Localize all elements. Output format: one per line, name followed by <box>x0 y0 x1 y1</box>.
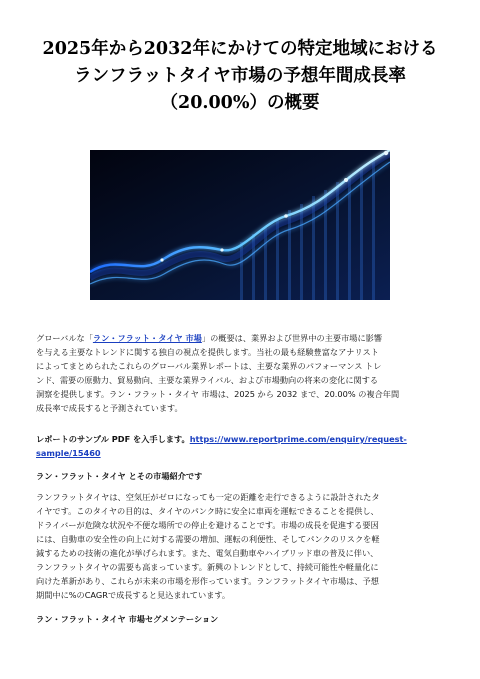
sample-line-1 <box>36 432 446 446</box>
intro-line-1: グローバルな「ラン・フラット・タイヤ 市場」の概要は、業界および世界中の主要市場に影響 <box>36 333 383 343</box>
intro-line-5: 洞察を提供します。ラン・フラット・タイヤ 市場は、2025 から 2032 まで、20.00% の複合年間 <box>36 389 400 399</box>
intro-line-4: ンド、需要の原動力、貿易動向、主要な業界ライバル、および市場動向の将来の変化に関する <box>36 375 379 385</box>
intro-line-3: によってまとめられたこれらのグローバル業界レポートは、主要な業界のパフォーマンス トレ <box>36 361 382 371</box>
market-link[interactable]: ラン・フラット・タイヤ 市場 <box>92 333 202 343</box>
title-line-1: 2025年から2032年にかけての特定地域における <box>42 39 438 59</box>
intro-paragraph <box>36 331 446 415</box>
body-line-1: ランフラットタイヤは、空気圧がゼロになっても一定の距離を走行できるように設計されたタ <box>36 492 380 502</box>
intro-line-6: 成長率で成長すると予測されています。 <box>36 403 183 413</box>
body-line-4: には、自動車の安全性の向上に対する需要の増加、運転の利便性、そしてパンクのリスクを軽 <box>36 534 380 544</box>
sample-label: レポートのサンプル PDF を入手します。 <box>36 434 190 444</box>
sample-request <box>36 432 446 460</box>
sample-line-2 <box>36 446 446 460</box>
body-line-3: ドライバーが危険な状況や不便な場所での停止を避けることです。市場の成長を促進する要因 <box>36 520 379 530</box>
title-line-3: （20.00%）の概要 <box>160 93 320 113</box>
body-line-8: 期間中に%のCAGRで成長すると見込まれています。 <box>36 590 231 600</box>
section-heading-segmentation: ラン・フラット・タイヤ 市場セグメンテーション <box>36 614 219 624</box>
body-paragraph <box>36 490 446 602</box>
intro-line-2: を与える主要なトレンドに関する独自の視点を提供します。当社の最も経験豊富なアナリスト <box>36 347 379 357</box>
body-line-5: 減するための技術の進化が挙げられます。また、電気自動車やハイブリッド車の普及に伴い、 <box>36 548 379 558</box>
title-line-2: ランフラットタイヤ市場の予想年間成長率 <box>74 66 406 86</box>
body-line-2: イヤです。このタイヤの目的は、タイヤのパンク時に安全に車両を運転できることを提供し、 <box>36 506 379 516</box>
page-title <box>30 36 450 117</box>
body-line-6: ランフラットタイヤの需要も高まっています。新興のトレンドとして、持続可能性や軽量化に <box>36 562 379 572</box>
hero-growth-image <box>90 150 390 300</box>
sample-url-link-continued[interactable]: sample/15460 <box>36 448 101 458</box>
body-line-7: 向けた革新があり、これらが未来の市場を形作っています。ランフラットタイヤ市場は、予想 <box>36 576 379 586</box>
sample-url-link[interactable]: https://www.reportprime.com/enquiry/request- <box>189 434 407 444</box>
section-heading-intro: ラン・フラット・タイヤ とその市場紹介です <box>36 471 203 481</box>
